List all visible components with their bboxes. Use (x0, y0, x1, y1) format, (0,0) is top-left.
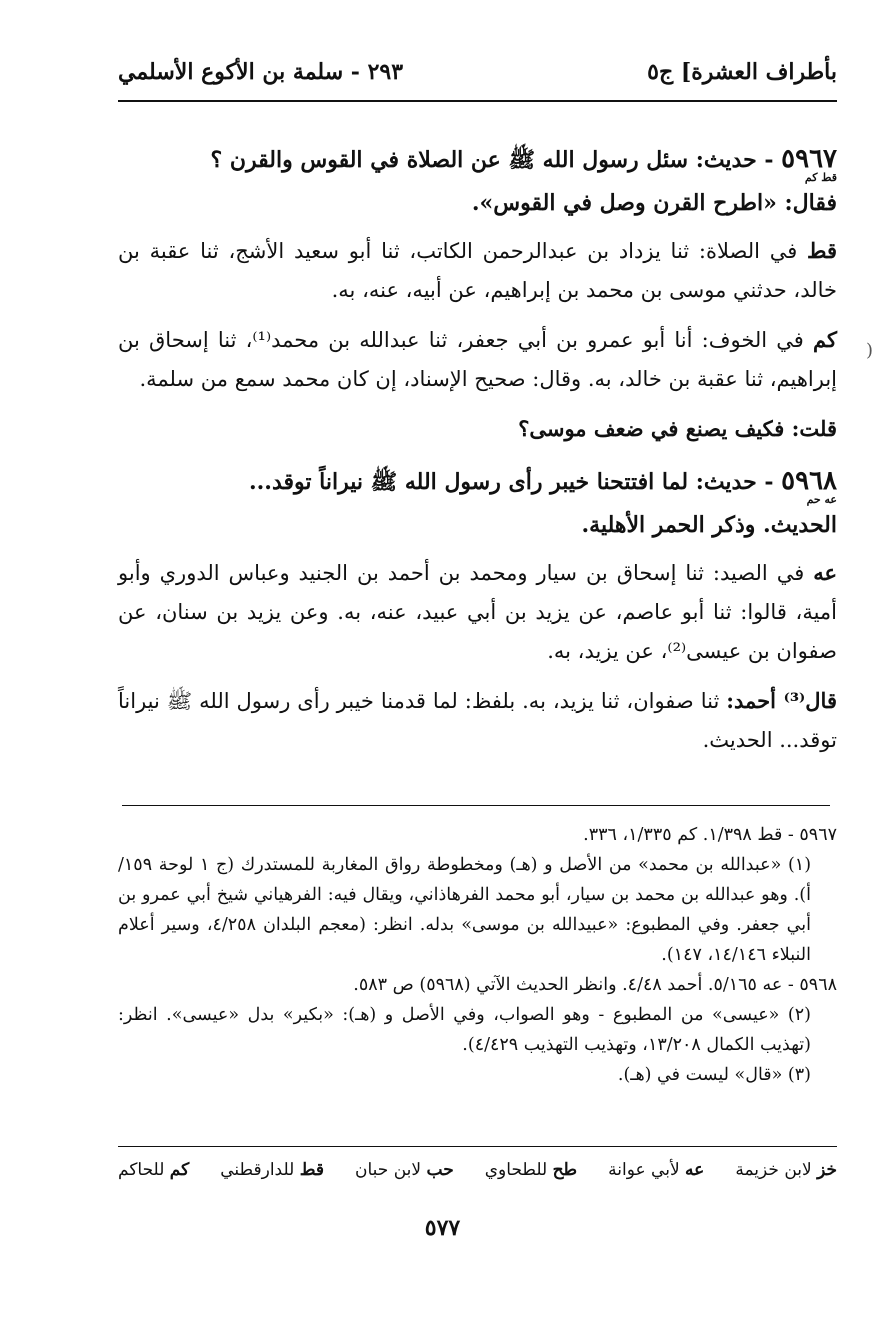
legend-item: كم للحاكم (118, 1160, 190, 1180)
legend-item: عه لأبي عوانة (608, 1160, 705, 1180)
page-number: ٥٧٧ (424, 1215, 461, 1241)
legend-divider (118, 1146, 837, 1147)
main-text (118, 140, 837, 770)
header-section: ٢٩٣ - سلمة بن الأكوع الأسلمي (118, 59, 404, 85)
footnote: (٢) «عيسى» من المطبوع - وهو الصواب، وفي الأصل و (هـ): «بكير» بدل «عيسى». انظر: (تهذيب الكمال ١٣/٢٠٨، وتهذيب التهذيب ٤/٤٢٩). (118, 1005, 811, 1055)
header-volume: بأطراف العشرة] ج٥ (647, 59, 837, 85)
isnad-text: في الصلاة: ثنا يزداد بن عبدالرحمن الكاتب، ثنا أبو سعيد الأشج، ثنا عقبة بن خالد، حدثني موسى بن محمد بن إبراهيم، عن أبيه، عنه، به. (118, 239, 837, 302)
source-siglum: عه (813, 560, 837, 585)
footnote: (١) «عبدالله بن محمد» من الأصل و (هـ) ومخطوطة رواق المغاربة للمستدرك (ج ١ لوحة ١٥٩/أ). وهو عبدالله بن محمد بن سيار، أبو محمد الفرهاذاني، ويقال فيه: الفرهياني شيخ أبي عمرو بن أبي جعفر. وفي المطبوع: «عبيدالله بن موسى» بدله. انظر: (معجم البلدان ٤/٢٥٨، وسير أعلام النبلاء ١٤/١٤٦، ١٤٧). (118, 855, 812, 965)
hadith-sigla: قط كم (804, 171, 837, 184)
source-siglum: قال⁽³⁾ أحمد: (726, 688, 837, 713)
isnad-paragraph (118, 681, 837, 760)
legend-item: قط للدارقطني (220, 1160, 324, 1180)
hadith-title-text: - حديث: لما افتتحنا خيبر رأى رسول الله ﷺ نيراناً توقد... (248, 469, 782, 495)
running-header (118, 50, 837, 94)
hadith-5967-title (118, 140, 837, 180)
isnad-text: ثنا صفوان، ثنا يزيد، به. بلفظ: لما قدمنا خيبر رأى رسول الله ﷺ نيراناً توقد... الحديث. (118, 689, 837, 752)
hadith-number: ٥٩٦٧ (781, 144, 837, 174)
isnad-paragraph (118, 231, 837, 310)
header-divider (118, 100, 837, 102)
source-siglum: كم (813, 327, 837, 352)
footnotes (118, 820, 837, 1090)
hadith-title-text: - حديث: سئل رسول الله ﷺ عن الصلاة في القوس والقرن ؟ (210, 147, 782, 173)
comment-label: قلت: (791, 416, 837, 441)
legend-item: حب لابن حبان (355, 1160, 454, 1180)
source-siglum: قط (807, 238, 837, 263)
isnad-text: في الصيد: ثنا إسحاق بن سيار ومحمد بن أحمد بن الجنيد وعباس الدوري وأبو أمية، قالوا: ثنا أبو عاصم، عن يزيد بن أبي عبيد، عنه، به. وعن يزيد بن سنان، عن صفوان بن عيسى⁽²⁾، عن يزيد، به. (118, 561, 837, 663)
hadith-sigla: عه حم (806, 493, 837, 506)
isnad-text: في الخوف: أنا أبو عمرو بن أبي جعفر، ثنا عبدالله بن محمد⁽¹⁾، ثنا إسحاق بن إبراهيم، ثنا عقبة بن خالد، به. وقال: صحيح الإسناد، إن كان محمد سمع من سلمة. (118, 328, 837, 391)
margin-mark: ( (866, 340, 874, 361)
author-comment (118, 409, 837, 448)
footnote-reference: ٥٩٦٨ - عه ٥/١٦٥. أحمد ٤/٤٨. وانظر الحديث الآتي (٥٩٦٨) ص ٥٨٣. (353, 975, 837, 995)
isnad-paragraph (118, 553, 837, 671)
hadith-title-continuation: فقال: «اطرح القرن وصل في القوس». (471, 190, 837, 216)
isnad-paragraph (118, 320, 837, 399)
comment-text: فكيف يصنع في ضعف موسى؟ (518, 416, 792, 441)
footnote-reference: ٥٩٦٧ - قط ١/٣٩٨. كم ١/٣٣٥، ٣٣٦. (583, 825, 837, 845)
footnote-divider (122, 805, 830, 806)
legend-item: طح للطحاوي (484, 1160, 578, 1180)
hadith-number: ٥٩٦٨ (781, 466, 837, 496)
abbreviation-legend (118, 1160, 837, 1180)
footnote: (٣) «قال» ليست في (هـ). (617, 1065, 811, 1085)
hadith-title-continuation: الحديث. وذكر الحمر الأهلية. (581, 512, 837, 538)
legend-item: خز لابن خزيمة (735, 1160, 837, 1180)
